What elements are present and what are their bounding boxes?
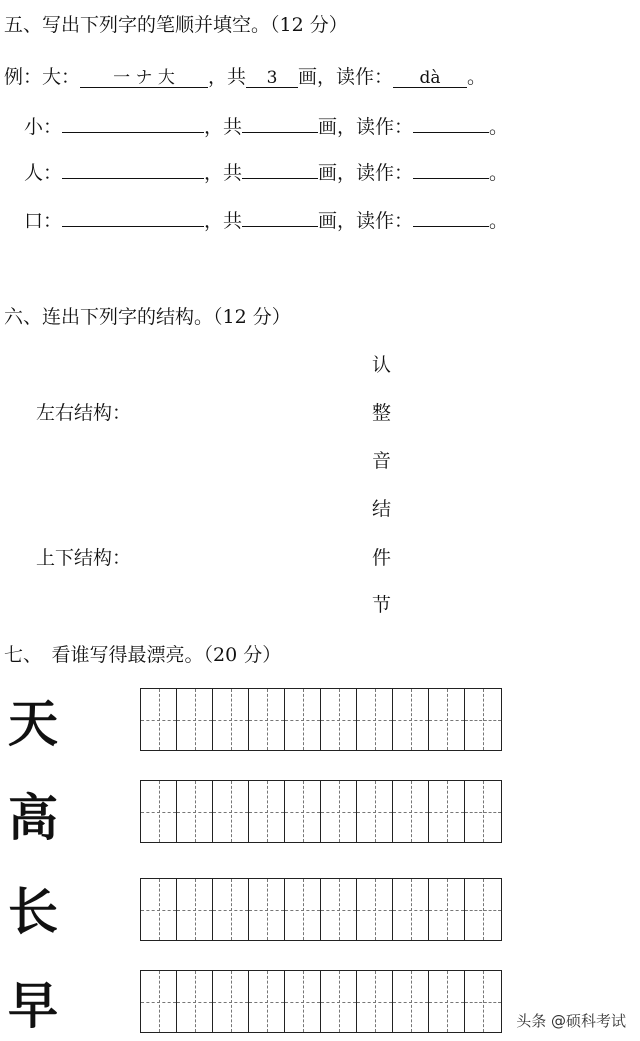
grid-cell[interactable] <box>177 689 213 750</box>
grid-cell[interactable] <box>321 781 357 842</box>
fill-row-xiao <box>24 112 508 139</box>
example-count-blank <box>246 67 298 88</box>
grid-cell[interactable] <box>249 689 285 750</box>
strokes-input[interactable] <box>62 158 204 179</box>
grid-cell[interactable] <box>321 689 357 750</box>
grid-cell[interactable] <box>177 971 213 1032</box>
strokes-input[interactable] <box>62 206 204 227</box>
section6-title: 六、连出下列字的结构。（12 分） <box>4 306 291 328</box>
grid-cell[interactable] <box>357 971 393 1032</box>
grid-cell[interactable] <box>429 971 465 1032</box>
row-sep2: 画，读作： <box>318 162 414 184</box>
model-char: 长 <box>8 882 58 941</box>
row-sep1: ，共 <box>204 210 243 232</box>
grid-cell[interactable] <box>357 689 393 750</box>
row-char: 人： <box>24 162 63 184</box>
grid-cell[interactable] <box>429 879 465 940</box>
grid-cell[interactable] <box>393 689 429 750</box>
grid-cell[interactable] <box>429 781 465 842</box>
grid-cell[interactable] <box>285 971 321 1032</box>
example-end: 。 <box>467 66 487 88</box>
grid-cell[interactable] <box>321 879 357 940</box>
grid-cell[interactable] <box>213 971 249 1032</box>
grid-cell[interactable] <box>177 781 213 842</box>
model-char: 高 <box>8 788 58 847</box>
row-end: 。 <box>489 210 509 232</box>
model-char: 早 <box>8 976 58 1035</box>
writing-grid[interactable] <box>140 878 502 941</box>
grid-cell[interactable] <box>465 689 501 750</box>
grid-cell[interactable] <box>393 971 429 1032</box>
grid-cell[interactable] <box>393 781 429 842</box>
example-row <box>4 62 486 89</box>
strokes-input[interactable] <box>62 112 204 133</box>
count-input[interactable] <box>242 112 318 133</box>
row-char: 小： <box>24 116 63 138</box>
pinyin-input[interactable] <box>413 158 489 179</box>
row-sep1: ，共 <box>204 162 243 184</box>
grid-cell[interactable] <box>141 689 177 750</box>
pinyin-input[interactable] <box>413 206 489 227</box>
writing-grid[interactable] <box>140 970 502 1033</box>
row-char: 口： <box>24 210 63 232</box>
grid-cell[interactable] <box>213 781 249 842</box>
grid-cell[interactable] <box>465 781 501 842</box>
count-input[interactable] <box>242 158 318 179</box>
grid-cell[interactable] <box>213 879 249 940</box>
grid-cell[interactable] <box>141 971 177 1032</box>
grid-cell[interactable] <box>141 879 177 940</box>
example-strokes-blank <box>80 67 208 88</box>
section7-title: 七、 看谁写得最漂亮。（20 分） <box>4 644 282 666</box>
structure-char[interactable]: 音 <box>372 450 392 472</box>
writing-grid[interactable] <box>140 780 502 843</box>
grid-cell[interactable] <box>249 781 285 842</box>
model-char: 天 <box>8 694 58 753</box>
grid-cell[interactable] <box>429 689 465 750</box>
watermark: 头条 @硕科考试 <box>516 1012 626 1030</box>
structure-char[interactable]: 结 <box>372 498 392 520</box>
writing-grid[interactable] <box>140 688 502 751</box>
grid-cell[interactable] <box>465 879 501 940</box>
row-end: 。 <box>489 116 509 138</box>
top-bottom-label: 上下结构： <box>36 547 132 569</box>
row-sep2: 画，读作： <box>318 210 414 232</box>
example-pinyin-blank <box>393 67 467 88</box>
example-pinyin: dà <box>419 68 441 88</box>
example-strokes: 一 ナ 大 <box>113 68 175 88</box>
row-sep2: 画，读作： <box>318 116 414 138</box>
grid-cell[interactable] <box>465 971 501 1032</box>
grid-cell[interactable] <box>285 689 321 750</box>
example-count: 3 <box>266 68 278 88</box>
example-prefix: 例：大： <box>4 66 81 88</box>
count-input[interactable] <box>242 206 318 227</box>
row-end: 。 <box>489 162 509 184</box>
grid-cell[interactable] <box>285 781 321 842</box>
grid-cell[interactable] <box>393 879 429 940</box>
fill-row-ren <box>24 158 508 185</box>
grid-cell[interactable] <box>285 879 321 940</box>
grid-cell[interactable] <box>213 689 249 750</box>
structure-char[interactable]: 节 <box>372 594 392 616</box>
grid-cell[interactable] <box>249 971 285 1032</box>
section5-title: 五、写出下列字的笔顺并填空。（12 分） <box>4 14 348 36</box>
pinyin-input[interactable] <box>413 112 489 133</box>
grid-cell[interactable] <box>357 879 393 940</box>
structure-char[interactable]: 认 <box>372 354 392 376</box>
structure-char[interactable]: 件 <box>372 547 392 569</box>
grid-cell[interactable] <box>321 971 357 1032</box>
grid-cell[interactable] <box>141 781 177 842</box>
grid-cell[interactable] <box>177 879 213 940</box>
row-sep1: ，共 <box>204 116 243 138</box>
grid-cell[interactable] <box>357 781 393 842</box>
structure-char[interactable]: 整 <box>372 402 392 424</box>
fill-row-kou <box>24 206 508 233</box>
example-sep2: 画，读作： <box>298 66 394 88</box>
example-sep1: ，共 <box>208 66 247 88</box>
left-right-label: 左右结构： <box>36 402 132 424</box>
grid-cell[interactable] <box>249 879 285 940</box>
